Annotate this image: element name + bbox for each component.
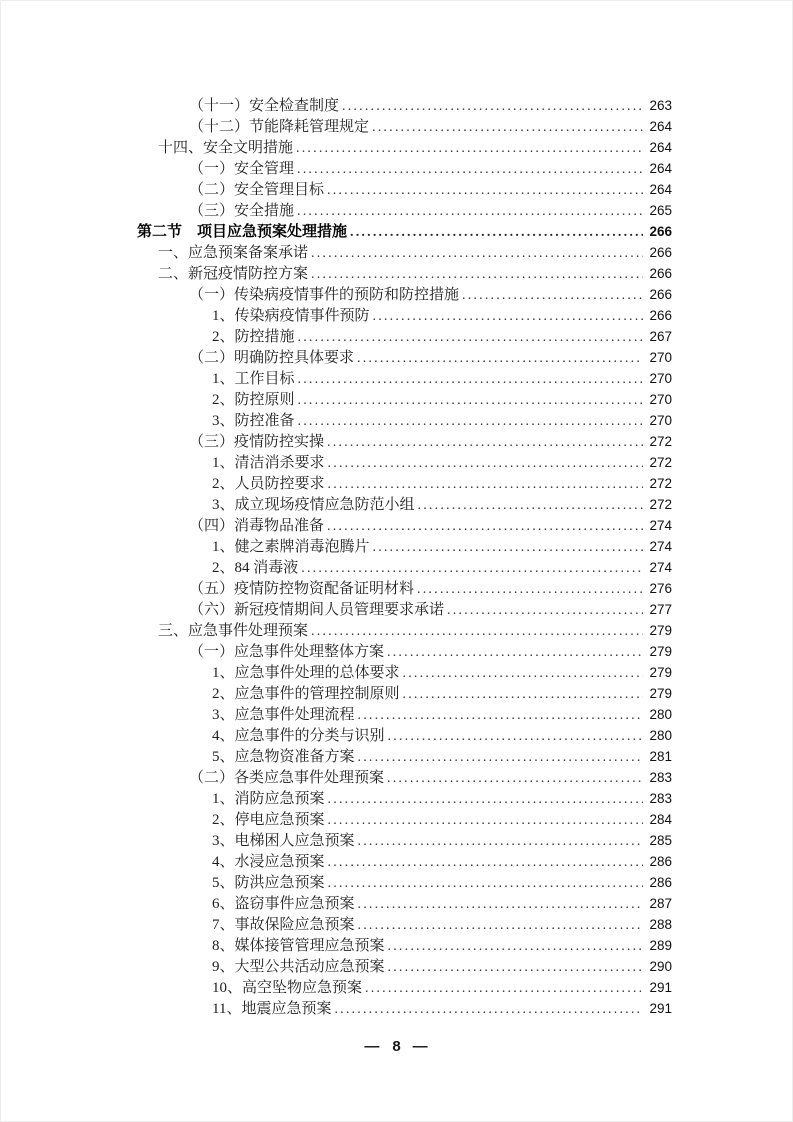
dot-leader	[358, 831, 644, 852]
toc-entry-page: 277	[649, 602, 672, 617]
toc-entry[interactable]	[0, 536, 793, 557]
dot-leader	[462, 285, 643, 306]
dot-leader	[358, 894, 644, 915]
toc-entry-page: 270	[649, 413, 672, 428]
toc-entry-page: 283	[649, 791, 672, 806]
toc-entry-page: 272	[649, 455, 672, 470]
dot-leader	[358, 915, 644, 936]
toc-list	[0, 95, 793, 1019]
toc-entry-page: 290	[649, 959, 672, 974]
toc-entry[interactable]	[0, 956, 793, 977]
toc-entry-page: 281	[649, 749, 672, 764]
toc-entry-page: 287	[649, 896, 672, 911]
dot-leader	[298, 411, 644, 432]
dot-leader	[327, 432, 643, 453]
toc-entry-page: 279	[649, 665, 672, 680]
toc-entry-page: 264	[649, 182, 672, 197]
dot-leader	[388, 936, 644, 957]
toc-entry-page: 274	[649, 518, 672, 533]
toc-entry[interactable]	[0, 263, 793, 284]
toc-entry[interactable]	[0, 389, 793, 410]
toc-entry-label: （二）明确防控具体要求	[189, 350, 355, 366]
toc-entry[interactable]	[0, 473, 793, 494]
footer-left-dash: —	[364, 1038, 381, 1055]
toc-entry-label: （三）疫情防控实操	[189, 434, 325, 450]
toc-entry[interactable]	[0, 788, 793, 809]
toc-entry-label: 2、应急事件的管理控制原则	[212, 686, 400, 702]
dot-leader	[358, 705, 644, 726]
dot-leader	[372, 117, 643, 138]
toc-entry[interactable]	[0, 200, 793, 221]
toc-entry-label: （十一）安全检查制度	[189, 98, 340, 114]
toc-entry[interactable]	[0, 683, 793, 704]
toc-entry[interactable]	[0, 998, 793, 1019]
footer-right-dash: —	[412, 1038, 429, 1055]
dot-leader	[311, 264, 643, 285]
toc-entry-label: 1、工作目标	[212, 371, 295, 387]
dot-leader	[388, 726, 644, 747]
toc-entry-page: 266	[649, 245, 672, 260]
toc-entry-label: 一、应急预案备案承诺	[158, 245, 309, 261]
toc-entry[interactable]	[0, 410, 793, 431]
toc-entry-label: （二）各类应急事件处理预案	[189, 770, 385, 786]
toc-entry-label: 2、防控措施	[212, 329, 295, 345]
toc-entry-label: 2、人员防控要求	[212, 476, 325, 492]
dot-leader	[334, 999, 643, 1020]
toc-entry-label: 7、事故保险应急预案	[212, 917, 355, 933]
toc-entry[interactable]	[0, 494, 793, 515]
toc-entry[interactable]	[0, 116, 793, 137]
footer-number: 8	[392, 1038, 401, 1055]
dot-leader	[328, 789, 644, 810]
toc-entry-label: 5、应急物资准备方案	[212, 749, 355, 765]
toc-entry-page: 284	[649, 812, 672, 827]
toc-entry[interactable]	[0, 809, 793, 830]
toc-entry-page: 263	[649, 98, 672, 113]
toc-entry-page: 279	[649, 686, 672, 701]
toc-entry-label: 1、消防应急预案	[212, 791, 325, 807]
toc-entry-label: 第二节 项目应急预案处理措施	[137, 224, 348, 240]
dot-leader	[328, 474, 644, 495]
toc-entry[interactable]	[0, 578, 793, 599]
toc-entry-label: 三、应急事件处理预案	[158, 623, 309, 639]
toc-entry[interactable]	[0, 977, 793, 998]
dot-leader	[403, 684, 644, 705]
dot-leader	[387, 768, 643, 789]
toc-entry[interactable]	[0, 431, 793, 452]
toc-entry[interactable]	[0, 221, 793, 242]
dot-leader	[298, 327, 644, 348]
toc-entry-page: 266	[649, 287, 672, 302]
toc-entry-label: （十二）节能降耗管理规定	[189, 119, 370, 135]
toc-entry[interactable]	[0, 767, 793, 788]
toc-entry[interactable]	[0, 893, 793, 914]
toc-entry-label: 2、防控原则	[212, 392, 295, 408]
toc-entry-label: 3、成立现场疫情应急防范小组	[212, 497, 415, 513]
toc-entry[interactable]	[0, 641, 793, 662]
toc-entry-page: 270	[649, 371, 672, 386]
toc-entry-label: （二）安全管理目标	[189, 182, 325, 198]
toc-entry-page: 291	[649, 980, 672, 995]
toc-entry[interactable]	[0, 935, 793, 956]
toc-entry-label: 1、传染病疫情事件预防	[212, 308, 370, 324]
dot-leader	[357, 348, 643, 369]
toc-entry[interactable]	[0, 872, 793, 893]
dot-leader	[296, 138, 643, 159]
dot-leader	[297, 201, 643, 222]
dot-leader	[350, 222, 643, 243]
toc-entry[interactable]	[0, 830, 793, 851]
toc-entry-label: 3、电梯困人应急预案	[212, 833, 355, 849]
toc-entry-label: （三）安全措施	[189, 203, 295, 219]
dot-leader	[298, 390, 644, 411]
toc-entry[interactable]	[0, 347, 793, 368]
dot-leader	[417, 579, 643, 600]
toc-entry-page: 265	[649, 203, 672, 218]
toc-entry-label: （一）应急事件处理整体方案	[189, 644, 385, 660]
dot-leader	[418, 495, 644, 516]
toc-entry-page: 266	[649, 224, 672, 239]
toc-entry-label: 4、水浸应急预案	[212, 854, 325, 870]
toc-entry-page: 279	[649, 644, 672, 659]
dot-leader	[403, 663, 644, 684]
toc-entry[interactable]	[0, 326, 793, 347]
dot-leader	[328, 453, 644, 474]
toc-entry-label: 5、防洪应急预案	[212, 875, 325, 891]
toc-entry-page: 274	[649, 539, 672, 554]
dot-leader	[297, 159, 643, 180]
toc-entry-label: 1、清洁消杀要求	[212, 455, 325, 471]
dot-leader	[327, 516, 643, 537]
toc-entry-page: 279	[649, 623, 672, 638]
toc-entry-label: 11、地震应急预案	[212, 1001, 332, 1017]
toc-entry[interactable]	[0, 179, 793, 200]
toc-entry-label: （六）新冠疫情期间人员管理要求承诺	[189, 602, 445, 618]
toc-entry-label: 2、停电应急预案	[212, 812, 325, 828]
toc-entry[interactable]	[0, 368, 793, 389]
toc-entry-label: 8、媒体接管管理应急预案	[212, 938, 385, 954]
dot-leader	[342, 96, 643, 117]
toc-entry[interactable]	[0, 137, 793, 158]
toc-entry-label: （一）安全管理	[189, 161, 295, 177]
dot-leader	[447, 600, 643, 621]
toc-entry-page: 283	[649, 770, 672, 785]
toc-entry-label: 10、高空坠物应急预案	[212, 980, 363, 996]
toc-entry-label: （五）疫情防控物资配备证明材料	[189, 581, 415, 597]
dot-leader	[298, 369, 644, 390]
toc-entry[interactable]	[0, 557, 793, 578]
footer-page-number	[0, 1036, 793, 1058]
toc-entry-page: 276	[649, 581, 672, 596]
toc-entry-page: 286	[649, 875, 672, 890]
toc-entry-page: 266	[649, 266, 672, 281]
dot-leader	[328, 852, 644, 873]
toc-entry-page: 264	[649, 140, 672, 155]
dot-leader	[327, 180, 643, 201]
toc-entry-page: 270	[649, 392, 672, 407]
toc-entry-page: 267	[649, 329, 672, 344]
toc-entry-label: 3、应急事件处理流程	[212, 707, 355, 723]
toc-entry-label: 2、84 消毒液	[212, 560, 299, 576]
toc-entry-page: 266	[649, 308, 672, 323]
toc-entry-page: 286	[649, 854, 672, 869]
toc-entry-page: 264	[649, 161, 672, 176]
toc-entry-page: 291	[649, 1001, 672, 1016]
toc-entry[interactable]	[0, 242, 793, 263]
toc-entry-page: 285	[649, 833, 672, 848]
toc-entry-page: 280	[649, 728, 672, 743]
toc-entry-page: 264	[649, 119, 672, 134]
dot-leader	[311, 621, 643, 642]
dot-leader	[328, 810, 644, 831]
toc-entry-label: 3、防控准备	[212, 413, 295, 429]
toc-entry-page: 274	[649, 560, 672, 575]
toc-entry-label: 9、大型公共活动应急预案	[212, 959, 385, 975]
toc-entry-page: 270	[649, 350, 672, 365]
toc-entry[interactable]	[0, 452, 793, 473]
toc-entry[interactable]	[0, 284, 793, 305]
dot-leader	[388, 957, 644, 978]
toc-entry[interactable]	[0, 515, 793, 536]
toc-entry[interactable]	[0, 620, 793, 641]
dot-leader	[311, 243, 643, 264]
dot-leader	[358, 747, 644, 768]
toc-entry-label: （一）传染病疫情事件的预防和防控措施	[189, 287, 460, 303]
dot-leader	[387, 642, 643, 663]
toc-entry[interactable]	[0, 662, 793, 683]
dot-leader	[365, 978, 643, 999]
toc-entry[interactable]	[0, 305, 793, 326]
toc-entry-label: 6、盗窃事件应急预案	[212, 896, 355, 912]
toc-entry-label: （四）消毒物品准备	[189, 518, 325, 534]
toc-entry-label: 4、应急事件的分类与识别	[212, 728, 385, 744]
toc-entry[interactable]	[0, 158, 793, 179]
dot-leader	[301, 558, 643, 579]
toc-entry-label: 十四、安全文明措施	[158, 140, 294, 156]
dot-leader	[373, 306, 644, 327]
toc-entry-page: 288	[649, 917, 672, 932]
toc-entry-page: 272	[649, 497, 672, 512]
toc-entry-page: 280	[649, 707, 672, 722]
toc-entry-page: 272	[649, 476, 672, 491]
toc-entry-label: 1、应急事件处理的总体要求	[212, 665, 400, 681]
dot-leader	[328, 873, 644, 894]
dot-leader	[373, 537, 644, 558]
toc-entry[interactable]	[0, 914, 793, 935]
toc-entry[interactable]	[0, 95, 793, 116]
toc-entry-page: 289	[649, 938, 672, 953]
toc-entry[interactable]	[0, 599, 793, 620]
toc-entry[interactable]	[0, 704, 793, 725]
toc-entry[interactable]	[0, 746, 793, 767]
toc-entry[interactable]	[0, 725, 793, 746]
toc-entry-label: 1、健之素牌消毒泡腾片	[212, 539, 370, 555]
toc-entry[interactable]	[0, 851, 793, 872]
toc-entry-page: 272	[649, 434, 672, 449]
toc-entry-label: 二、新冠疫情防控方案	[158, 266, 309, 282]
